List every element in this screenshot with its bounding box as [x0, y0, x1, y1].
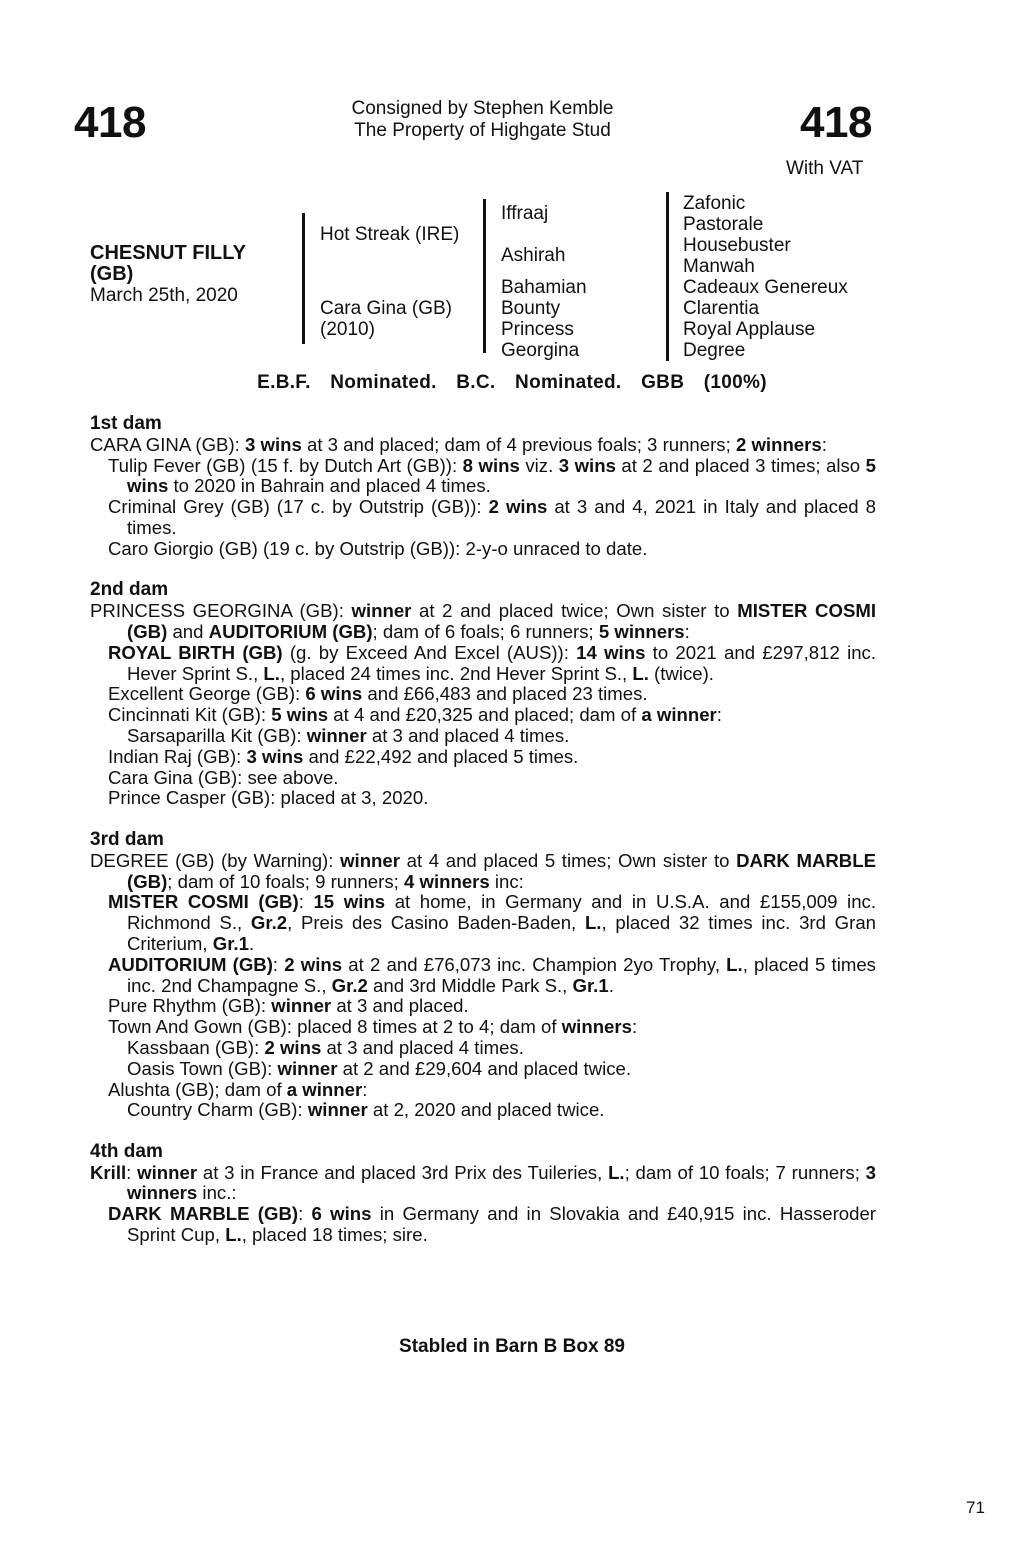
pedigree-g3-name: Housebuster	[683, 235, 791, 256]
produce-entry: Cincinnati Kit (GB): 5 wins at 4 and £20,325 and placed; dam of a winner:	[108, 704, 722, 726]
horse-name: CHESNUT FILLY (GB)	[90, 242, 246, 285]
produce-entry: Town And Gown (GB): placed 8 times at 2 to 4; dam of winners:	[108, 1016, 638, 1038]
dam-entry: PRINCESS GEORGINA (GB): winner at 2 and placed twice; Own sister to MISTER COSMI (GB) and AUDITORIUM (GB); dam of 6 foals; 6 runners; 5 winners:	[90, 600, 876, 642]
produce-sub-entry: Kassbaan (GB): 2 wins at 3 and placed 4 times.	[127, 1036, 524, 1058]
produce-entry: Alushta (GB); dam of a winner:	[108, 1078, 368, 1100]
produce-entry: Tulip Fever (GB) (15 f. by Dutch Art (GB)): 8 wins viz. 3 wins at 2 and placed 3 times; also 5 wins to 2020 in Bahrain and placed 4 times.	[108, 454, 876, 497]
catalogue-text	[90, 414, 876, 1267]
dam-entry: CARA GINA (GB): 3 wins at 3 and placed; dam of 4 previous foals; 3 runners; 2 winners:	[90, 433, 827, 455]
pedigree-g3-name: Manwah	[683, 256, 755, 277]
pedigree-g3-name: Pastorale	[683, 214, 764, 235]
produce-entry: Cara Gina (GB): see above.	[108, 766, 339, 788]
dam-entry: DEGREE (GB) (by Warning): winner at 4 and placed 5 times; Own sister to DARK MARBLE (GB); dam of 10 foals; 9 runners; 4 winners inc:	[90, 849, 876, 892]
produce-sub-entry: Sarsaparilla Kit (GB): winner at 3 and placed 4 times.	[127, 724, 570, 746]
consigned-by: Consigned by Stephen Kemble	[351, 98, 614, 119]
produce-sub-entry: Country Charm (GB): winner at 2, 2020 and placed twice.	[127, 1099, 605, 1121]
second-dam-section	[90, 580, 876, 809]
section-title: 2nd dam	[90, 579, 169, 601]
property-of: The Property of Highgate Stud	[354, 120, 611, 141]
consignor-block	[300, 98, 665, 142]
pedigree-dam-dam-line1: Princess	[501, 319, 574, 340]
pedigree-dam-sire-line1: Bahamian	[501, 277, 587, 298]
produce-sub-entry: Oasis Town (GB): winner at 2 and £29,604 and placed twice.	[127, 1057, 632, 1079]
stabling-note: Stabled in Barn B Box 89	[399, 1336, 625, 1357]
produce-entry: Prince Casper (GB): placed at 3, 2020.	[108, 787, 429, 809]
pedigree-third-generation	[683, 193, 848, 361]
pedigree-g3-name: Royal Applause	[683, 319, 816, 340]
horse-info	[90, 243, 290, 306]
pedigree-dam: Cara Gina (GB)	[320, 298, 452, 319]
section-title: 4th dam	[90, 1140, 163, 1162]
pedigree-g3-name: Clarentia	[683, 298, 760, 319]
section-title: 3rd dam	[90, 828, 164, 850]
produce-entry: Excellent George (GB): 6 wins and £66,483 and placed 23 times.	[108, 683, 648, 705]
produce-entry: Criminal Grey (GB) (17 c. by Outstrip (GB)): 2 wins at 3 and 4, 2021 in Italy and placed 8 times.	[108, 496, 876, 538]
lot-number-left: 418	[74, 98, 146, 147]
produce-entry: DARK MARBLE (GB): 6 wins in Germany and in Slovakia and £40,915 inc. Hasseroder Sprint Cup, L., placed 18 times; sire.	[108, 1203, 876, 1246]
vat-note: With VAT	[786, 158, 864, 179]
produce-entry: Indian Raj (GB): 3 wins and £22,492 and placed 5 times.	[108, 745, 579, 767]
pedigree-g3-name: Cadeaux Genereux	[683, 277, 848, 298]
pedigree-bracket-2	[483, 199, 486, 353]
pedigree-sire-sire: Iffraaj	[501, 203, 549, 224]
pedigree-dam-dam-line2: Georgina	[501, 340, 580, 361]
pedigree-dam-sire	[501, 277, 587, 361]
pedigree-g3-name: Degree	[683, 340, 746, 361]
produce-entry: Pure Rhythm (GB): winner at 3 and placed.	[108, 995, 469, 1017]
page-number: 71	[966, 1498, 985, 1517]
pedigree-sire: Hot Streak (IRE)	[320, 224, 460, 245]
third-dam-section	[90, 830, 876, 1121]
pedigree-dam-sire-line2: Bounty	[501, 298, 561, 319]
produce-entry: MISTER COSMI (GB): 15 wins at home, in Germany and in U.S.A. and £155,009 inc. Richmond S., Gr.2, Preis des Casino Baden-Baden, L., placed 32 times inc. 3rd Gran Criterium, Gr.1.	[108, 891, 876, 954]
produce-entry: Caro Giorgio (GB) (19 c. by Outstrip (GB)): 2-y-o unraced to date.	[108, 537, 648, 559]
pedigree-bracket-1	[302, 213, 305, 344]
nominations-line: E.B.F. Nominated. B.C. Nominated. GBB (100%)	[257, 372, 767, 393]
section-title: 1st dam	[90, 413, 162, 434]
lot-number-right: 418	[800, 98, 872, 147]
pedigree-dam-year: (2010)	[320, 319, 375, 340]
fourth-dam-section	[90, 1142, 876, 1246]
produce-entry: ROYAL BIRTH (GB) (g. by Exceed And Excel (AUS)): 14 wins to 2021 and £297,812 inc. Hever Sprint S., L., placed 24 times inc. 2nd Hever Sprint S., L. (twice).	[108, 641, 877, 684]
dam-entry: Krill: winner at 3 in France and placed 3rd Prix des Tuileries, L.; dam of 10 foals; 7 runners; 3 winners inc.:	[90, 1161, 876, 1204]
pedigree-sire-dam: Ashirah	[501, 245, 566, 266]
pedigree-bracket-3	[666, 192, 669, 361]
pedigree-g3-name: Zafonic	[683, 193, 746, 214]
foaling-date: March 25th, 2020	[90, 285, 238, 306]
produce-entry: AUDITORIUM (GB): 2 wins at 2 and £76,073 inc. Champion 2yo Trophy, L., placed 5 times inc. 2nd Champagne S., Gr.2 and 3rd Middle Park S., Gr.1.	[108, 953, 876, 996]
first-dam-section	[90, 414, 876, 560]
